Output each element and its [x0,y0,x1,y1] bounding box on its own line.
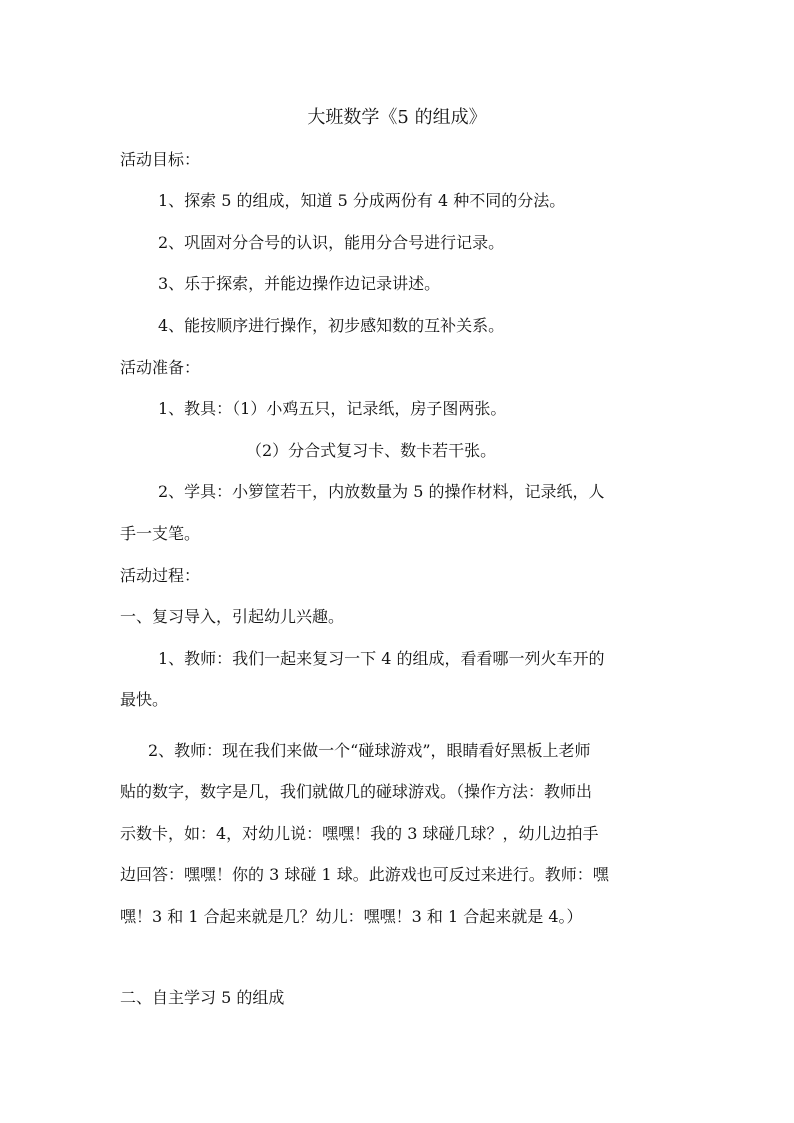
section-one-item-1-line-1: 1、教师：我们一起来复习一下 4 的组成，看看哪一列火车开的 [158,649,605,668]
section-one-item-2-line-5: 嘿！3 和 1 合起来就是几？幼儿：嘿嘿！3 和 1 合起来就是 4。） [120,907,583,926]
section-one-item-2-line-2: 贴的数字，数字是几，我们就做几的碰球游戏。（操作方法：教师出 [120,782,593,801]
section-one-item-2-line-1: 2、教师：现在我们来做一个“碰球游戏”，眼睛看好黑板上老师 [148,741,591,760]
prep-heading: 活动准备： [120,358,201,377]
prep-teacher-line-2: （2）分合式复习卡、数卡若干张。 [246,441,497,460]
section-one-heading: 一、复习导入，引起幼儿兴趣。 [120,607,345,626]
process-heading: 活动过程： [120,566,201,585]
document-title: 大班数学《5 的组成》 [307,107,487,128]
goal-item-3: 3、乐于探索，并能边操作边记录讲述。 [158,274,441,293]
prep-student-line-2: 手一支笔。 [120,524,201,543]
section-one-item-2-line-4: 边回答：嘿嘿！你的 3 球碰 1 球。此游戏也可反过来进行。教师：嘿 [120,865,609,884]
section-one-item-2-line-3: 示数卡，如：4，对幼儿说：嘿嘿！我的 3 球碰几球？，幼儿边拍手 [120,824,599,843]
goal-item-1: 1、探索 5 的组成，知道 5 分成两份有 4 种不同的分法。 [158,191,566,210]
prep-teacher-line-1: 1、教具：（1）小鸡五只，记录纸，房子图两张。 [158,399,507,418]
goal-item-2: 2、巩固对分合号的认识，能用分合号进行记录。 [158,233,505,252]
goal-item-4: 4、能按顺序进行操作，初步感知数的互补关系。 [158,316,505,335]
section-two-heading: 二、自主学习 5 的组成 [120,988,285,1007]
prep-student-line-1: 2、学具：小箩筐若干，内放数量为 5 的操作材料，记录纸，人 [158,482,605,501]
section-one-item-1-line-2: 最快。 [120,690,169,709]
goals-heading: 活动目标： [120,150,201,169]
